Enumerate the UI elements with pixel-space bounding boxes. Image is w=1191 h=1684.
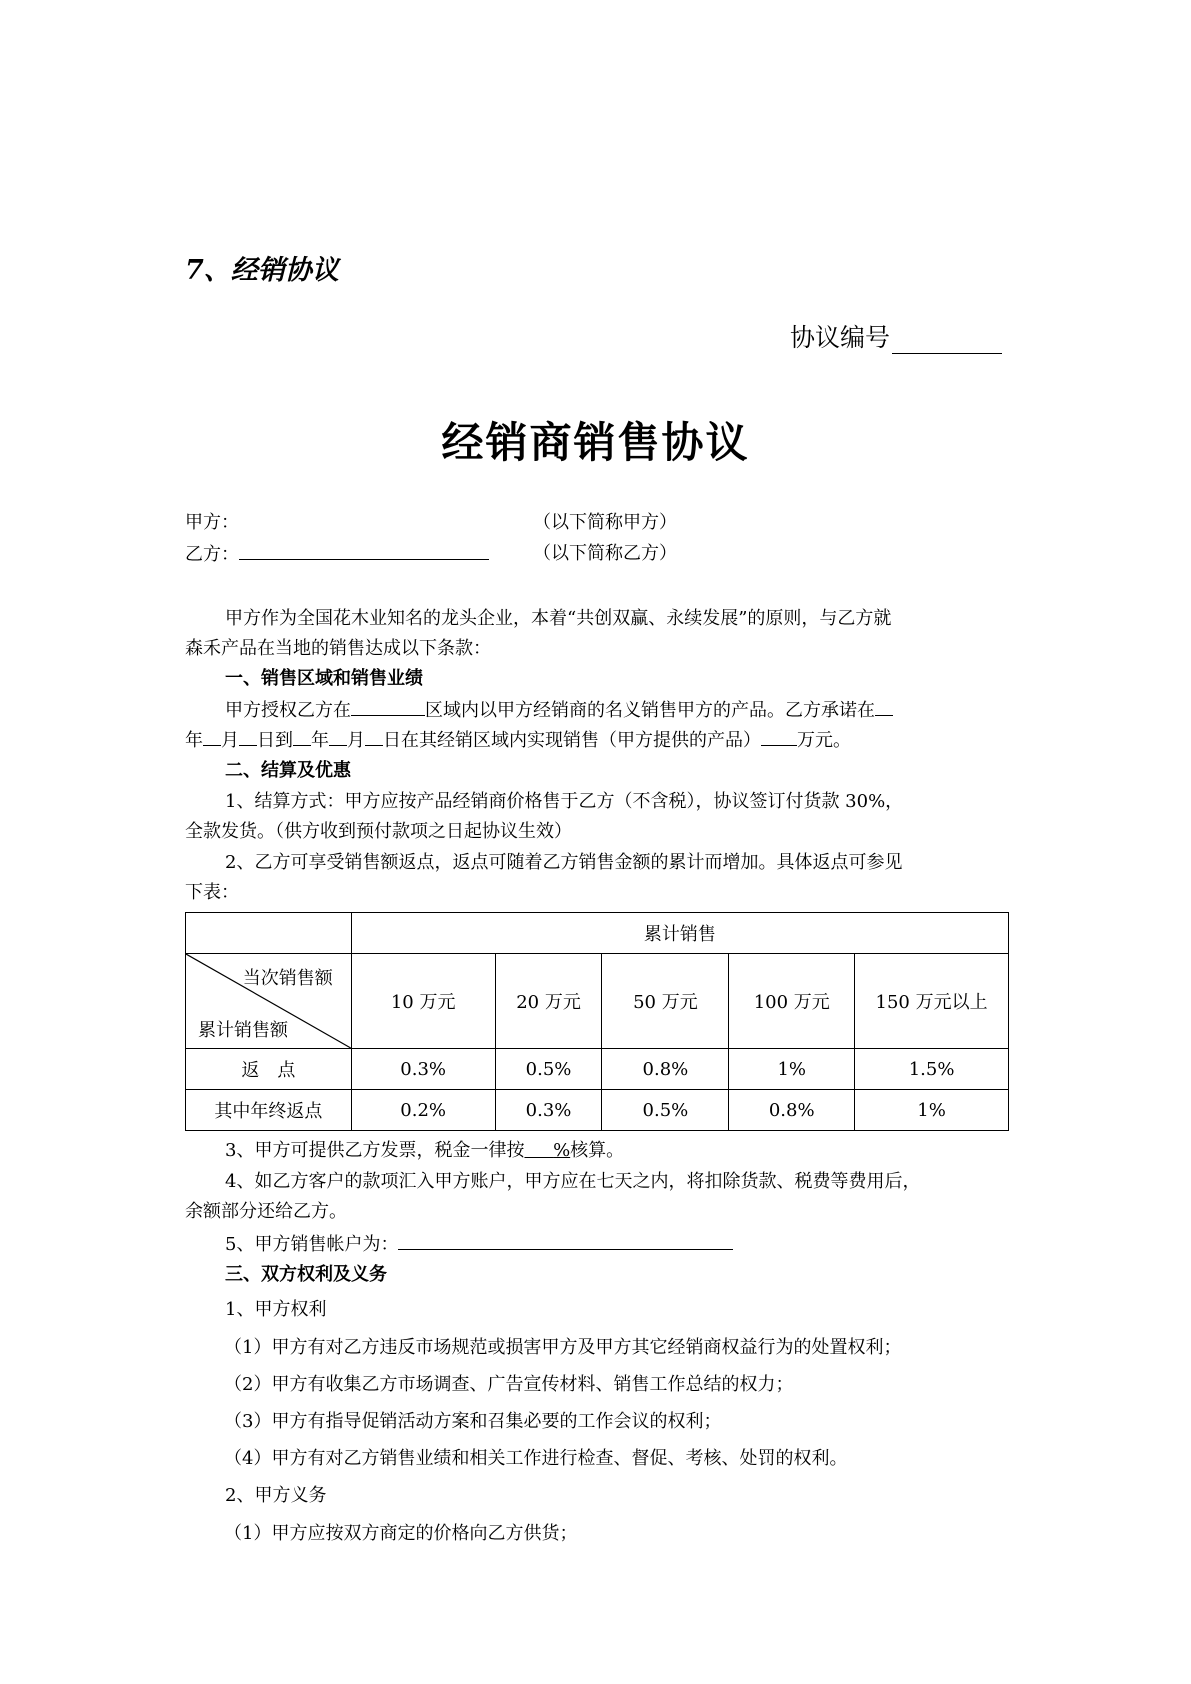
rebate-line-1: 2、乙方可享受销售额返点，返点可随着乙方销售金额的累计而增加。具体返点可参见 [225,852,903,873]
table-cell: 0.3% [351,1049,495,1090]
right-item-2: （2）甲方有收集乙方市场调查、广告宣传材料、销售工作总结的权力； [224,1374,794,1395]
agreement-number-blank[interactable] [892,329,1002,354]
agreement-number [790,318,1002,354]
table-cell: 1% [729,1049,855,1090]
table-cell: 0.8% [602,1049,729,1090]
table-cell: 0.8% [729,1090,855,1131]
table-cell: 0.2% [351,1090,495,1131]
diagonal-top-label: 当次销售额 [242,968,333,989]
section-1-line-2 [185,727,851,754]
year-end-blank[interactable] [293,727,311,746]
diagonal-bottom-label: 累计销售额 [198,1020,288,1041]
party-b-note: （以下简称乙方） [533,543,677,564]
section-1-text-a: 甲方授权乙方在 [225,700,351,721]
duties-title: 2、甲方义务 [225,1485,327,1506]
table-corner-cell [186,913,352,954]
intro-line-2: 森禾产品在当地的销售达成以下条款： [185,638,491,659]
table-cell: 1.5% [855,1049,1009,1090]
tax-percent-blank[interactable] [524,1140,570,1161]
party-a-label: 甲方： [185,512,239,533]
table-cell: 0.3% [495,1090,602,1131]
rights-title: 1、甲方权利 [225,1299,327,1320]
section-2-title: 二、结算及优惠 [225,760,351,781]
column-header: 150 万元以上 [855,954,1009,1049]
document-title: 经销商销售协议 [441,418,750,467]
amount-blank[interactable] [761,727,797,746]
payment-line-1: 4、如乙方客户的款项汇入甲方账户，甲方应在七天之内，将扣除货款、税费等费用后， [225,1171,921,1192]
table-cell: 0.5% [602,1090,729,1131]
section-1-title: 一、销售区域和销售业绩 [225,668,423,689]
column-header: 10 万元 [351,954,495,1049]
invoice-text-a: 3、甲方可提供乙方发票，税金一律按 [225,1140,525,1161]
month-start-blank[interactable] [203,727,221,746]
amount-unit: 万元。 [797,730,851,751]
group-header: 累计销售 [351,913,1008,954]
invoice-text-b: 核算。 [570,1140,625,1161]
section-1-text-b: 区域内以甲方经销商的名义销售甲方的产品。乙方承诺在 [425,700,875,721]
section-heading: 7、经销协议 [185,255,339,286]
duty-item-1: （1）甲方应按双方商定的价格向乙方供货； [224,1523,578,1544]
table-cell: 0.5% [495,1049,602,1090]
table-row [186,1049,1009,1090]
section-3-title: 三、双方权利及义务 [225,1264,387,1285]
table-row [186,1090,1009,1131]
row-label: 返 点 [186,1049,352,1090]
intro-line-1: 甲方作为全国花木业知名的龙头企业，本着“共创双赢、永续发展”的原则，与乙方就 [225,608,892,629]
party-b-label: 乙方： [185,544,239,565]
month-label: 月 [221,730,239,751]
year-end-label: 年 [311,730,329,751]
row-label: 其中年终返点 [186,1090,352,1131]
day-end-blank[interactable] [365,727,383,746]
party-b-line [185,541,489,568]
column-header: 100 万元 [729,954,855,1049]
right-item-1: （1）甲方有对乙方违反市场规范或损害甲方及甲方其它经销商权益行为的处置权利； [224,1337,902,1358]
sales-account-blank[interactable] [398,1231,733,1250]
settlement-line-1: 1、结算方式：甲方应按产品经销商价格售于乙方（不含税），协议签订付货款 30%， [225,791,904,812]
settlement-line-2: 全款发货。（供方收到预付款项之日起协议生效） [185,821,572,842]
day-start-blank[interactable] [239,727,257,746]
section-1-line-1 [225,697,893,724]
right-item-3: （3）甲方有指导促销活动方案和召集必要的工作会议的权利； [224,1411,722,1432]
day-to-label: 日到 [257,730,293,751]
agreement-number-label: 协议编号 [790,323,891,352]
right-item-4: （4）甲方有对乙方销售业绩和相关工作进行检查、督促、考核、处罚的权利。 [224,1448,848,1469]
payment-line-2: 余额部分还给乙方。 [185,1201,347,1222]
percent-sign: % [553,1140,571,1161]
table-cell: 1% [855,1090,1009,1131]
year-label: 年 [185,730,203,751]
region-blank[interactable] [351,697,425,716]
party-b-blank[interactable] [239,541,489,560]
month-end-label: 月 [347,730,365,751]
column-header: 20 万元 [495,954,602,1049]
column-header: 50 万元 [602,954,729,1049]
month-end-blank[interactable] [329,727,347,746]
rebate-table [185,912,1009,1131]
party-a-note: （以下简称甲方） [533,512,677,533]
invoice-line [225,1138,624,1164]
diagonal-header-cell [186,954,352,1049]
year-start-blank[interactable] [875,697,893,716]
sales-account-line [225,1231,733,1258]
rebate-line-2: 下表： [185,882,239,903]
sales-account-label: 5、甲方销售帐户为： [225,1234,399,1255]
day-end-label: 日在其经销区域内实现销售（甲方提供的产品） [383,730,761,751]
